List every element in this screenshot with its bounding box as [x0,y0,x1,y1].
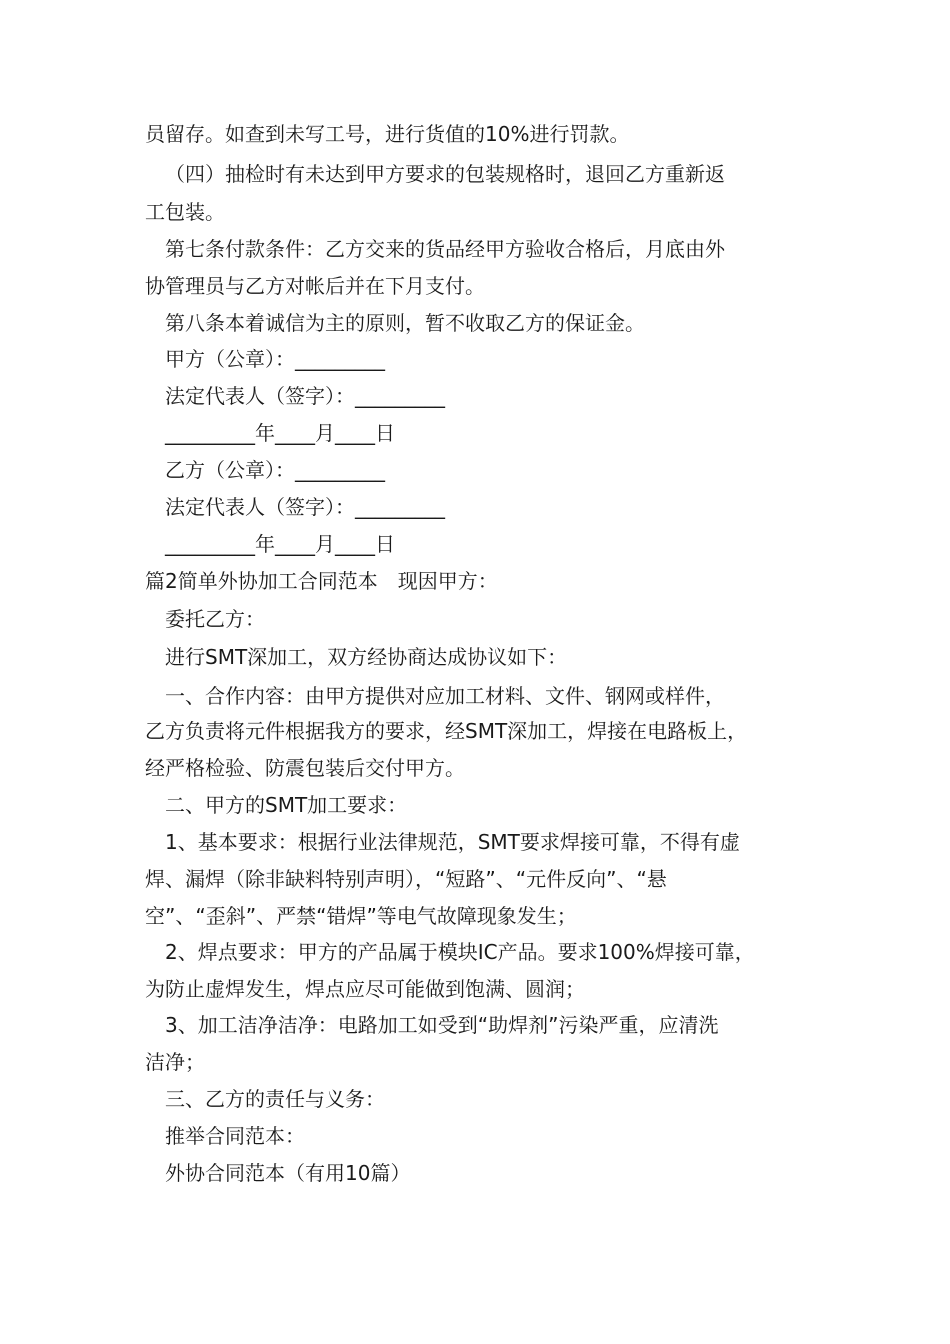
text-line: 为防止虚焊发生，焊点应尽可能做到饱满、圆润； [145,977,585,1001]
text-line: 三、乙方的责任与义务： [165,1087,385,1111]
text-line: 乙方负责将元件根据我方的要求，经SMT深加工，焊接在电路板上， [145,719,748,743]
text-line: 进行SMT深加工，双方经协商达成协议如下： [165,645,568,669]
text-line: 第八条本着诚信为主的原则，暂不收取乙方的保证金。 [165,311,645,335]
text-line: 员留存。如查到未写工号，进行货值的10%进行罚款。 [145,122,630,146]
text-line: 二、甲方的SMT加工要求： [165,793,408,817]
text-line: 洁净； [145,1050,205,1074]
text-line: 推举合同范本： [165,1124,305,1148]
section-heading: 篇2简单外协加工合同范本 现因甲方： [145,569,498,593]
text-line: 委托乙方： [165,607,265,631]
text-line: 经严格检验、防震包装后交付甲方。 [145,756,465,780]
text-line: （四）抽检时有未达到甲方要求的包装规格时，退回乙方重新返 [165,162,725,186]
text-line: 一、合作内容：由甲方提供对应加工材料、文件、钢网或样件， [165,684,725,708]
text-line: 1、基本要求：根据行业法律规范，SMT要求焊接可靠，不得有虚 [165,830,740,854]
signature-line: 乙方（公章）：_________ [165,458,385,482]
signature-line: 法定代表人（签字）：_________ [165,495,445,519]
text-line: 空”、“歪斜”、严禁“错焊”等电气故障现象发生； [145,904,577,928]
text-line: 3、加工洁净洁净：电路加工如受到“助焊剂”污染严重，应清洗 [165,1013,719,1037]
text-line: 协管理员与乙方对帐后并在下月支付。 [145,274,485,298]
text-line: 焊、漏焊（除非缺料特别声明），“短路”、“元件反向”、“悬 [145,867,667,891]
text-line: 工包装。 [145,200,225,224]
text-line: 2、焊点要求：甲方的产品属于模块IC产品。要求100%焊接可靠， [165,940,755,964]
date-line: _________年____月____日 [165,532,395,556]
text-line: 外协合同范本（有用10篇） [165,1161,411,1185]
text-line: 第七条付款条件：乙方交来的货品经甲方验收合格后，月底由外 [165,237,725,261]
signature-line: 甲方（公章）：_________ [165,347,385,371]
date-line: _________年____月____日 [165,421,395,445]
signature-line: 法定代表人（签字）：_________ [165,384,445,408]
